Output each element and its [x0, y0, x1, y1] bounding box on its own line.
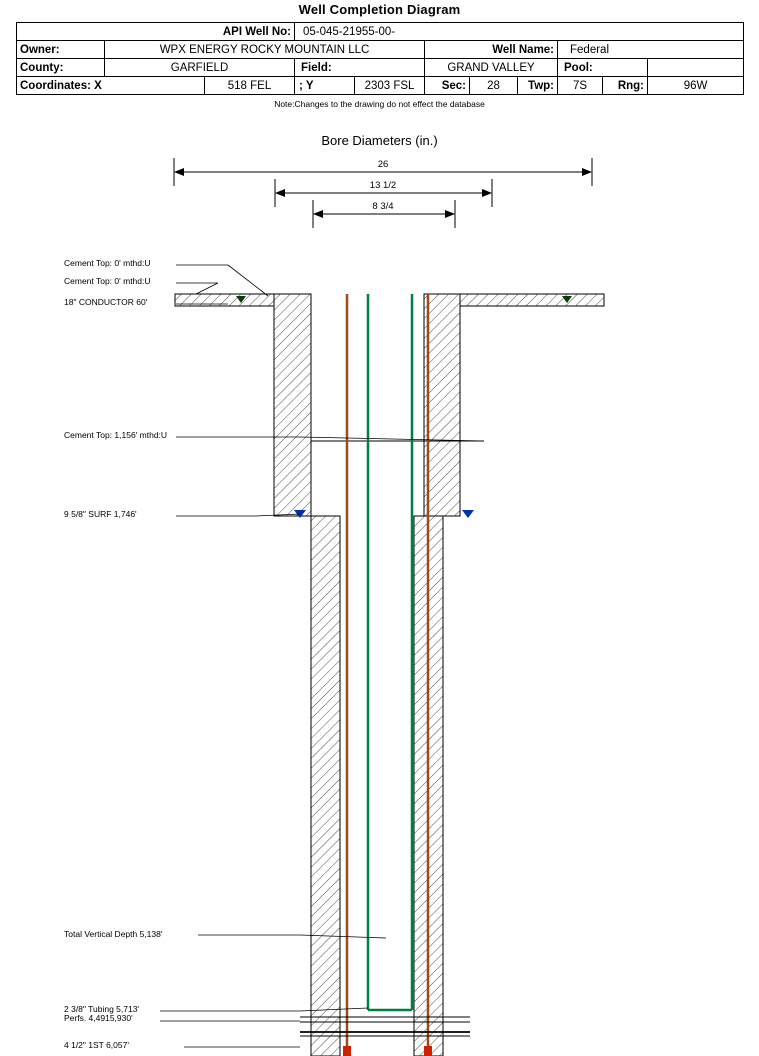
- annotation-total-vertical-depth: Total Vertical Depth 5,138': [64, 929, 163, 939]
- table-row-county: [17, 59, 744, 77]
- casing-string-lines: [347, 294, 428, 1056]
- database-note: Note:Changes to the drawing do not effect the database: [274, 99, 485, 109]
- conductor-casing: [175, 294, 604, 306]
- twp-label: Twp:: [518, 77, 558, 95]
- rng-value: 96W: [648, 77, 744, 95]
- bore-diameters-title: Bore Diameters (in.): [321, 133, 438, 148]
- pool-label: Pool:: [558, 59, 648, 77]
- annotation-surface-casing: 9 5/8" SURF 1,746': [64, 509, 137, 519]
- rng-label: Rng:: [603, 77, 648, 95]
- table-row-api: [17, 23, 744, 41]
- owner-value: WPX ENERGY ROCKY MOUNTAIN LLC: [105, 41, 425, 59]
- well-name-label: Well Name:: [425, 41, 558, 59]
- annotation-first-casing: 4 1/2" 1ST 6,057': [64, 1040, 129, 1050]
- coordinates-x-label: Coordinates: X: [17, 77, 205, 95]
- api-well-no-value: 05-045-21955-00-: [295, 23, 744, 41]
- annotation-conductor: 18" CONDUCTOR 60': [64, 297, 148, 307]
- field-value: GRAND VALLEY: [425, 59, 558, 77]
- table-row-coordinates: [17, 77, 744, 95]
- coordinates-y-value: 2303 FSL: [355, 77, 425, 95]
- pool-value: [648, 59, 744, 77]
- well-header-table: [16, 22, 744, 95]
- bore-dim-label-1: 13 1/2: [369, 180, 397, 191]
- sec-label: Sec:: [425, 77, 470, 95]
- annotation-cement-top-2: Cement Top: 0' mthd:U: [64, 276, 151, 286]
- owner-label: Owner:: [17, 41, 105, 59]
- field-label: Field:: [295, 59, 425, 77]
- annotation-tubing: 2 3/8" Tubing 5,713': [64, 1004, 140, 1014]
- api-well-no-label: API Well No:: [17, 23, 295, 41]
- sec-value: 28: [470, 77, 518, 95]
- bore-dim-label-2: 8 3/4: [372, 201, 394, 212]
- county-value: GARFIELD: [105, 59, 295, 77]
- surface-casing-walls: [274, 294, 460, 516]
- well-name-value: Federal: [558, 41, 744, 59]
- perforation-marks: [300, 1017, 470, 1056]
- county-label: County:: [17, 59, 105, 77]
- casing-shoe-ledges: [274, 510, 474, 518]
- coordinates-x-value: 518 FEL: [205, 77, 295, 95]
- bore-dim-label-0: 26: [377, 159, 389, 170]
- coordinates-y-label: ; Y: [295, 77, 355, 95]
- annotation-leader-lines: [160, 265, 484, 1047]
- twp-value: 7S: [558, 77, 603, 95]
- production-casing-walls: [311, 516, 443, 1056]
- annotation-cement-top-3: Cement Top: 1,156' mthd:U: [64, 430, 168, 440]
- page-title: Well Completion Diagram: [298, 2, 461, 17]
- annotation-perfs: Perfs. 4,4915,930': [64, 1013, 133, 1023]
- annotation-cement-top-1: Cement Top: 0' mthd:U: [64, 258, 151, 268]
- table-row-owner: [17, 41, 744, 59]
- tubing-string-lines: [368, 294, 412, 1010]
